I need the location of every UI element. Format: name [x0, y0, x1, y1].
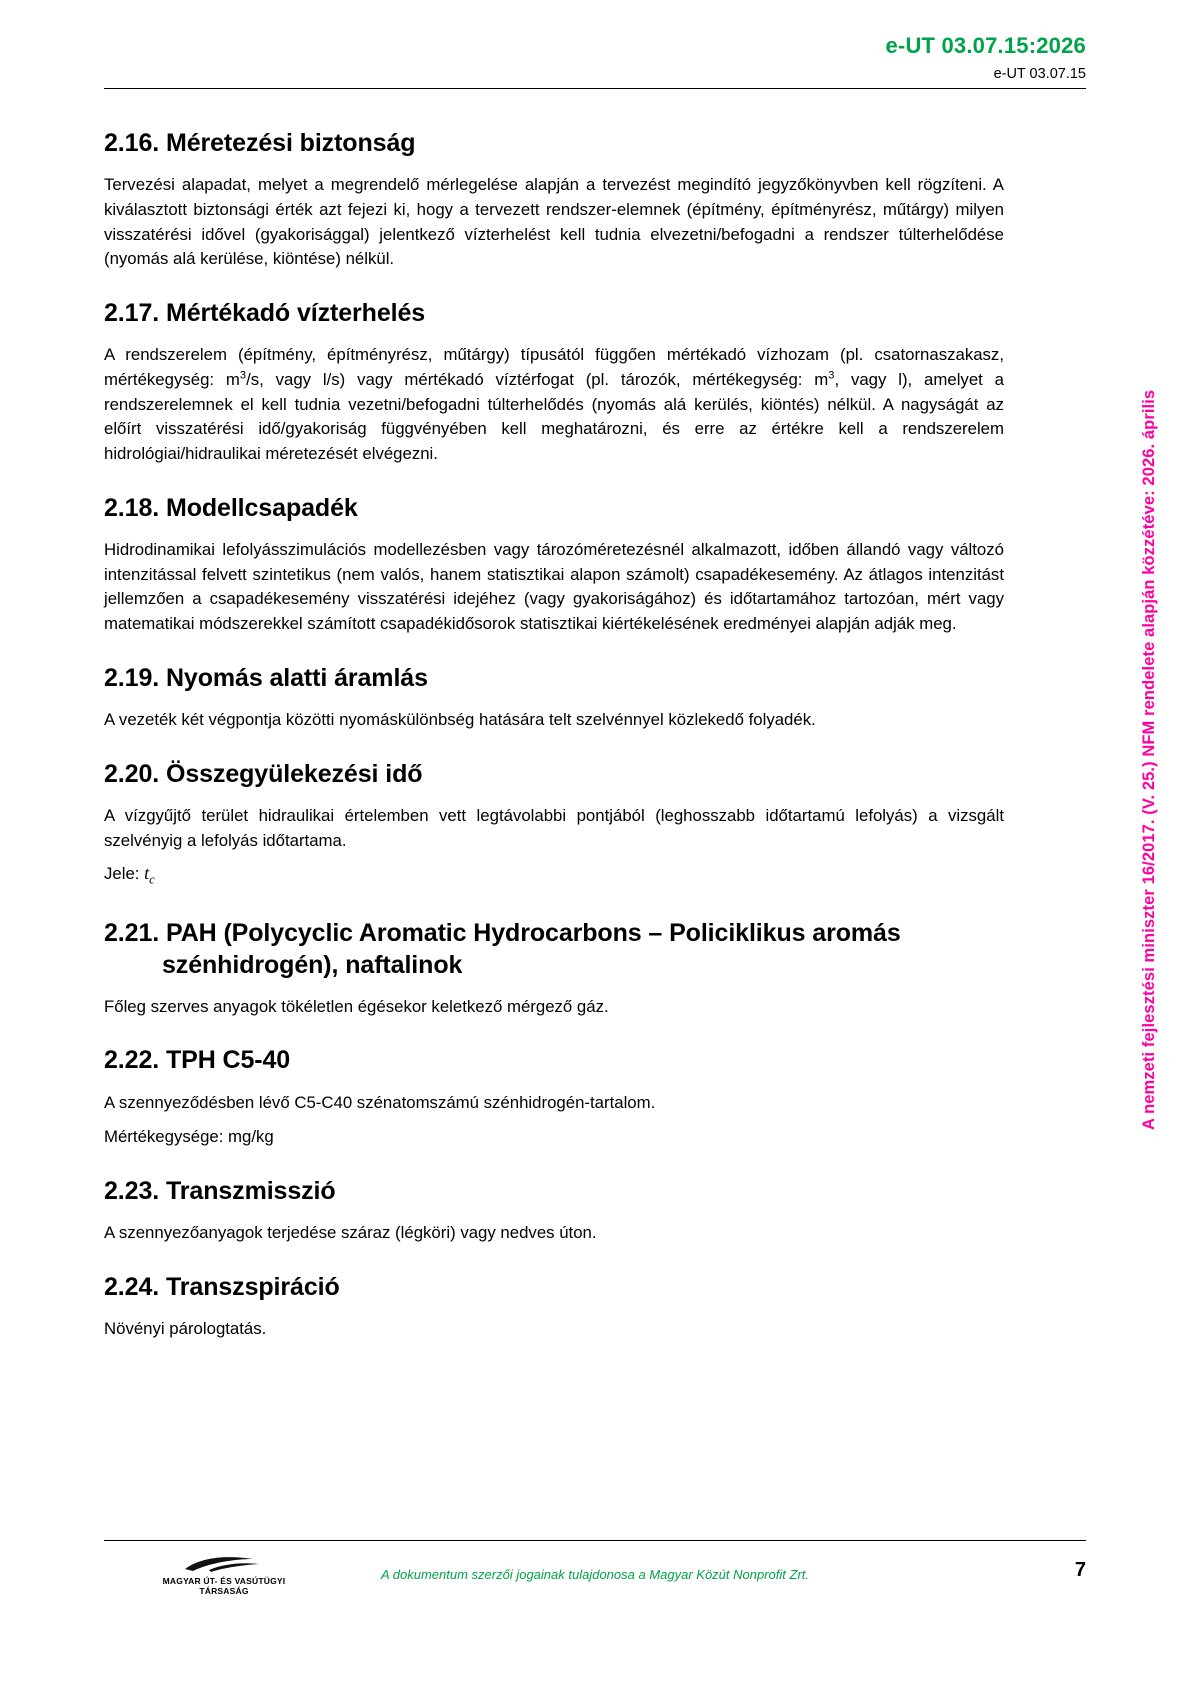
section-body [104, 343, 1004, 466]
section-2-23 [104, 1176, 1004, 1246]
section-2-22 [104, 1045, 1004, 1150]
symbol-line [104, 863, 1004, 887]
section-2-17 [104, 298, 1004, 467]
section-number: 2.19. [104, 663, 160, 692]
exponent-1: 3 [239, 369, 247, 382]
section-title: Összegyülekezési idő [165, 759, 423, 788]
section-2-16 [104, 128, 1004, 272]
symbol-value [144, 863, 155, 887]
section-2-19 [104, 663, 1004, 733]
section-heading [104, 1176, 1004, 1207]
document-content [104, 128, 1004, 1368]
section-title-line2: szénhidrogén), naftalinok [162, 950, 463, 979]
section-body: A szennyeződésben lévő C5-C40 szénatomszámú szénhidrogén-tartalom. [104, 1092, 656, 1112]
copyright-note: A dokumentum szerzői jogainak tulajdonosa a Magyar Közút Nonprofit Zrt. [380, 1567, 809, 1582]
section-number: 2.24. [104, 1273, 160, 1301]
section-body: Növényi párologtatás. [104, 1319, 267, 1339]
body-part-3: , vagy l), amelyet a rendszerelemnek el kell tudnia vezetni/befogadni túlterhelődés (nyomás alá kerülés, kiöntés) nélkül. A nagyságát az előírt visszatérési idő/gyakoriság függvényében kell meghatározni, és erre az értékre kell a rendszerelem hidrológiai/hidraulikai méretezését elvégezni. [104, 369, 1004, 463]
section-2-24 [104, 1272, 1004, 1342]
section-title: Nyomás alatti áramlás [165, 663, 428, 692]
symbol-base: t [144, 863, 150, 884]
section-body: Főleg szerves anyagok tökéletlen égésekor keletkező mérgező gáz. [104, 996, 609, 1016]
header-divider [104, 88, 1086, 89]
side-publication-note: A nemzeti fejlesztési miniszter 16/2017. (V. 25.) NFM rendelete alapján közzétéve: 2026. április [1140, 389, 1158, 1130]
section-number: 2.16. [104, 129, 160, 157]
section-number: 2.21. [104, 919, 160, 948]
section-body: A vezeték két végpontja közötti nyomáskülönbség hatására telt szelvénnyel közlekedő folyadék. [104, 709, 816, 729]
section-title-line1: PAH (Polycyclic Aromatic Hydrocarbons – Policiklikus aromás [165, 919, 901, 948]
section-title: Transzspiráció [165, 1273, 340, 1301]
page-footer [104, 1540, 1086, 1611]
section-heading [104, 128, 1004, 159]
section-title: Transzmisszió [165, 1177, 336, 1206]
section-heading [104, 298, 1004, 329]
section-title: Méretezési biztonság [165, 129, 416, 157]
page-header [104, 34, 1086, 89]
section-body-unit: Mértékegysége: mg/kg [104, 1127, 274, 1147]
organization-name: MAGYAR ÚT- ÉS VASÚTÜGYI TÁRSASÁG [162, 1576, 286, 1596]
section-2-21 [104, 918, 1004, 1019]
page-number: 7 [1074, 1559, 1086, 1581]
section-title: Mértékadó vízterhelés [165, 299, 426, 327]
section-number: 2.22. [104, 1046, 160, 1075]
section-body: Tervezési alapadat, melyet a megrendelő mérlegelése alapján a tervezést megindító jegyzőkönyvben kell rögzíteni. A kiválasztott biztonsági érték azt fejezi ki, hogy a tervezett rendszer-elemnek (építmény, építményrész, műtárgy) milyen visszatérési idővel (gyakorisággal) jelentkező vízterhelést kell tudnia elvezetni/befogadni a rendszer túlterhelődése (nyomás alá kerülése, kiöntése) nélkül. [104, 175, 1004, 269]
section-heading [104, 759, 1004, 790]
section-2-20 [104, 759, 1004, 885]
standard-subcode: e-UT 03.07.15 [993, 66, 1086, 83]
exponent-2: 3 [828, 369, 835, 382]
section-heading [104, 918, 1004, 981]
section-heading [104, 1045, 1004, 1076]
section-body: Hidrodinamikai lefolyásszimulációs modellezésben vagy tározóméretezésnél alkalmazott, időben állandó vagy változó intenzitással felvett szintetikus (nem valós, hanem statisztikai alapon számolt) csapadékesemény. Az átlagos intenzitást jellemzően a csapadékesemény visszatérési idejéhez (vagy gyakoriságához) és időtartamához tartozóan, mért vagy matematikai módszerekkel számított csapadékidősorok statisztikai kiértékelésének eredményei alapján adják meg. [104, 539, 1004, 633]
section-number: 2.18. [104, 493, 160, 522]
section-title: Modellcsapadék [165, 493, 358, 522]
standard-code: e-UT 03.07.15:2026 [885, 33, 1086, 58]
section-2-18 [104, 493, 1004, 637]
symbol-subscript: c [149, 872, 155, 887]
section-title: TPH C5-40 [165, 1046, 291, 1075]
section-number: 2.17. [104, 299, 160, 327]
symbol-label: Jele: [104, 864, 140, 884]
section-body: A szennyezőanyagok terjedése száraz (légköri) vagy nedves úton. [104, 1223, 597, 1243]
section-number: 2.20. [104, 759, 160, 788]
section-heading [104, 1272, 1004, 1303]
body-part-1: A rendszerelem (építmény, építményrész, műtárgy) típusától függően mértékadó vízhozam (pl. csatornaszakasz, mértékegység: m [104, 345, 1004, 389]
body-part-2: /s, vagy l/s) vagy mértékadó víztérfogat (pl. tározók, mértékegység: m [246, 369, 829, 389]
section-heading [104, 663, 1004, 694]
section-number: 2.23. [104, 1177, 160, 1206]
section-heading [104, 493, 1004, 524]
section-body: A vízgyűjtő terület hidraulikai értelemben vett legtávolabbi pontjából (leghosszabb időtartamú lefolyás) a vizsgált szelvényig a lefolyás időtartama. [104, 805, 1004, 850]
